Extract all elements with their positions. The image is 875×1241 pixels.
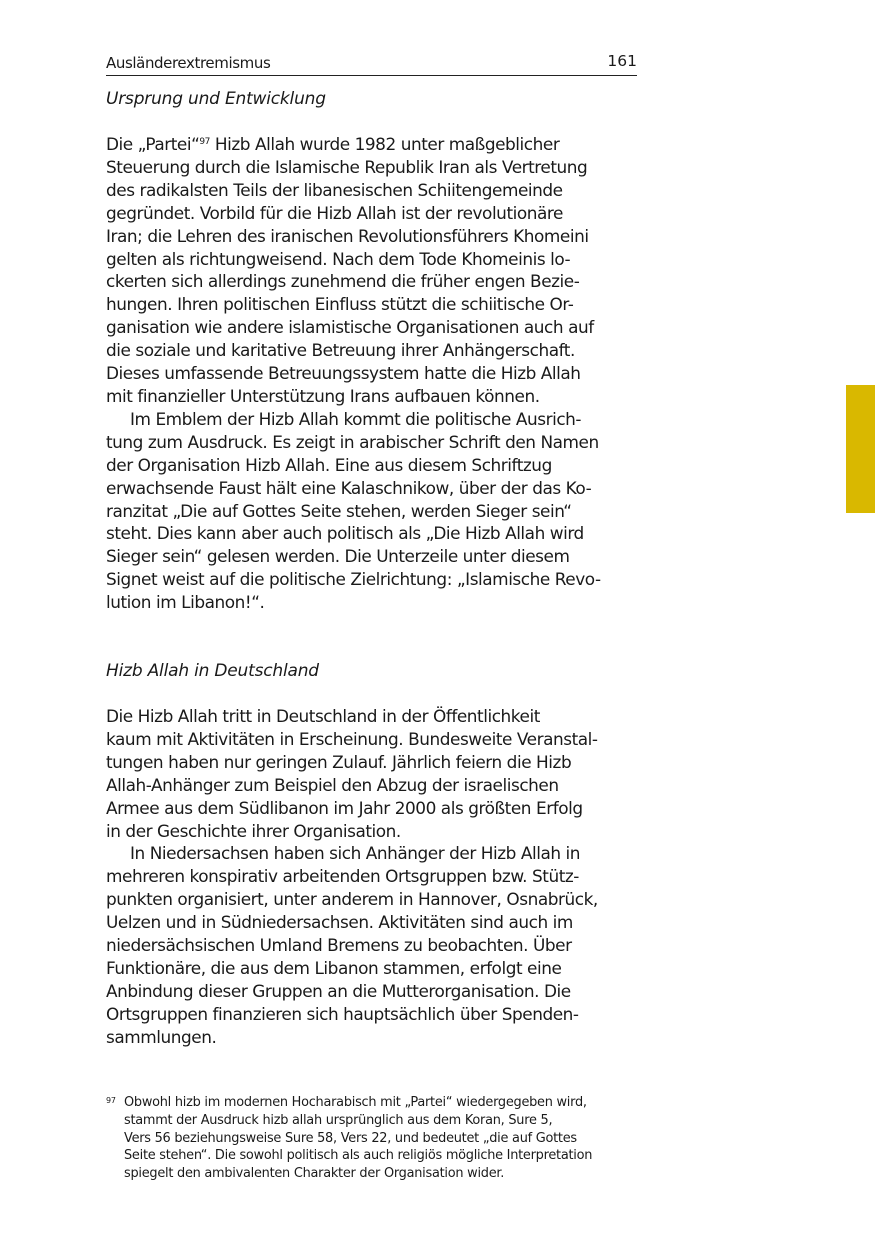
footnote-line: Vers 56 beziehungsweise Sure 58, Vers 22, und bedeutet „die auf Gottes [124, 1130, 577, 1146]
section-heading-germany: Hizb Allah in Deutschland [106, 661, 319, 681]
section-heading-origin: Ursprung und Entwicklung [106, 89, 326, 109]
body-line: Dieses umfassende Betreuungssystem hatte die Hizb Allah [106, 363, 581, 384]
body-line-text: Hizb Allah wurde 1982 unter maßgeblicher [209, 134, 560, 154]
body-line: Im Emblem der Hizb Allah kommt die politische Ausrich- [130, 408, 582, 429]
body-line: Die Hizb Allah tritt in Deutschland in der Öffentlichkeit [106, 706, 540, 726]
body-line [106, 133, 637, 156]
running-header [106, 50, 637, 76]
body-line: Signet weist auf die politische Zielrichtung: „Islamische Revo- [106, 569, 601, 590]
body-line: Allah-Anhänger zum Beispiel den Abzug der israelischen [106, 774, 559, 795]
footnote-line: Seite stehen“. Die sowohl politisch als auch religiös mögliche Interpretation [124, 1148, 593, 1164]
body-line: mit finanzieller Unterstützung Irans aufbauen können. [106, 385, 540, 406]
footnote [106, 1094, 637, 1183]
body-line: punkten organisiert, unter anderem in Hannover, Osnabrück, [106, 889, 598, 910]
body-line: steht. Dies kann aber auch politisch als „Die Hizb Allah wird [106, 523, 584, 544]
body-line: hungen. Ihren politischen Einfluss stützt die schiitische Or- [106, 294, 574, 315]
body-line: gegründet. Vorbild für die Hizb Allah ist der revolutionäre [106, 202, 563, 223]
body-line: ckerten sich allerdings zunehmend die früher engen Bezie- [106, 271, 580, 292]
footnote-line: spiegelt den ambivalenten Charakter der Organisation wider. [124, 1166, 505, 1182]
body-line: Sieger sein“ gelesen werden. Die Unterzeile unter diesem [106, 546, 570, 567]
body-line: tung zum Ausdruck. Es zeigt in arabischer Schrift den Namen [106, 431, 599, 452]
page-number: 161 [607, 52, 637, 70]
footnote-reference: 97 [199, 137, 210, 147]
body-line: ranzitat „Die auf Gottes Seite stehen, werden Sieger sein“ [106, 500, 572, 521]
body-line: Ortsgruppen finanzieren sich hauptsächlich über Spenden- [106, 1003, 579, 1024]
body-line: Steuerung durch die Islamische Republik Iran als Vertretung [106, 156, 588, 177]
body-line: mehreren konspirativ arbeitenden Ortsgruppen bzw. Stütz- [106, 866, 579, 887]
body-line: Armee aus dem Südlibanon im Jahr 2000 als größten Erfolg [106, 797, 583, 818]
running-header-section-title: Ausländerextremismus [106, 54, 271, 72]
body-line: ganisation wie andere islamistische Organisationen auch auf [106, 317, 594, 338]
body-line: der Organisation Hizb Allah. Eine aus diesem Schriftzug [106, 454, 552, 475]
body-line: des radikalsten Teils der libanesischen Schiitengemeinde [106, 179, 563, 200]
body-line: Funktionäre, die aus dem Libanon stammen, erfolgt eine [106, 957, 562, 978]
section-origin-body [106, 133, 637, 614]
body-line: in der Geschichte ihrer Organisation. [106, 820, 401, 841]
footnote-mark: 97 [106, 1096, 116, 1105]
body-line: erwachsende Faust hält eine Kalaschnikow, über der das Ko- [106, 477, 592, 498]
section-germany-body [106, 705, 637, 1049]
body-line: lution im Libanon!“. [106, 592, 265, 613]
footnote-line: stammt der Ausdruck hizb allah ursprünglich aus dem Koran, Sure 5, [124, 1112, 553, 1128]
body-line: gelten als richtungweisend. Nach dem Tode Khomeinis lo- [106, 248, 571, 269]
body-line: Uelzen und in Südniedersachsen. Aktivitäten sind auch im [106, 912, 573, 933]
footnote-line: Obwohl hizb im modernen Hocharabisch mit „Partei“ wiedergegeben wird, [124, 1095, 587, 1110]
body-line: Anbindung dieser Gruppen an die Mutterorganisation. Die [106, 980, 571, 1001]
chapter-thumb-tab [846, 385, 875, 513]
body-line-text: Die „Partei“ [106, 134, 200, 154]
body-line: die soziale und karitative Betreuung ihrer Anhängerschaft. [106, 340, 575, 361]
body-line: kaum mit Aktivitäten in Erscheinung. Bundesweite Veranstal- [106, 728, 598, 749]
body-line: In Niedersachsen haben sich Anhänger der Hizb Allah in [130, 843, 581, 864]
body-line: sammlungen. [106, 1026, 217, 1047]
body-line: niedersächsischen Umland Bremens zu beobachten. Über [106, 935, 572, 956]
body-line: Iran; die Lehren des iranischen Revolutionsführers Khomeini [106, 225, 589, 246]
body-line: tungen haben nur geringen Zulauf. Jährlich feiern die Hizb [106, 751, 572, 772]
